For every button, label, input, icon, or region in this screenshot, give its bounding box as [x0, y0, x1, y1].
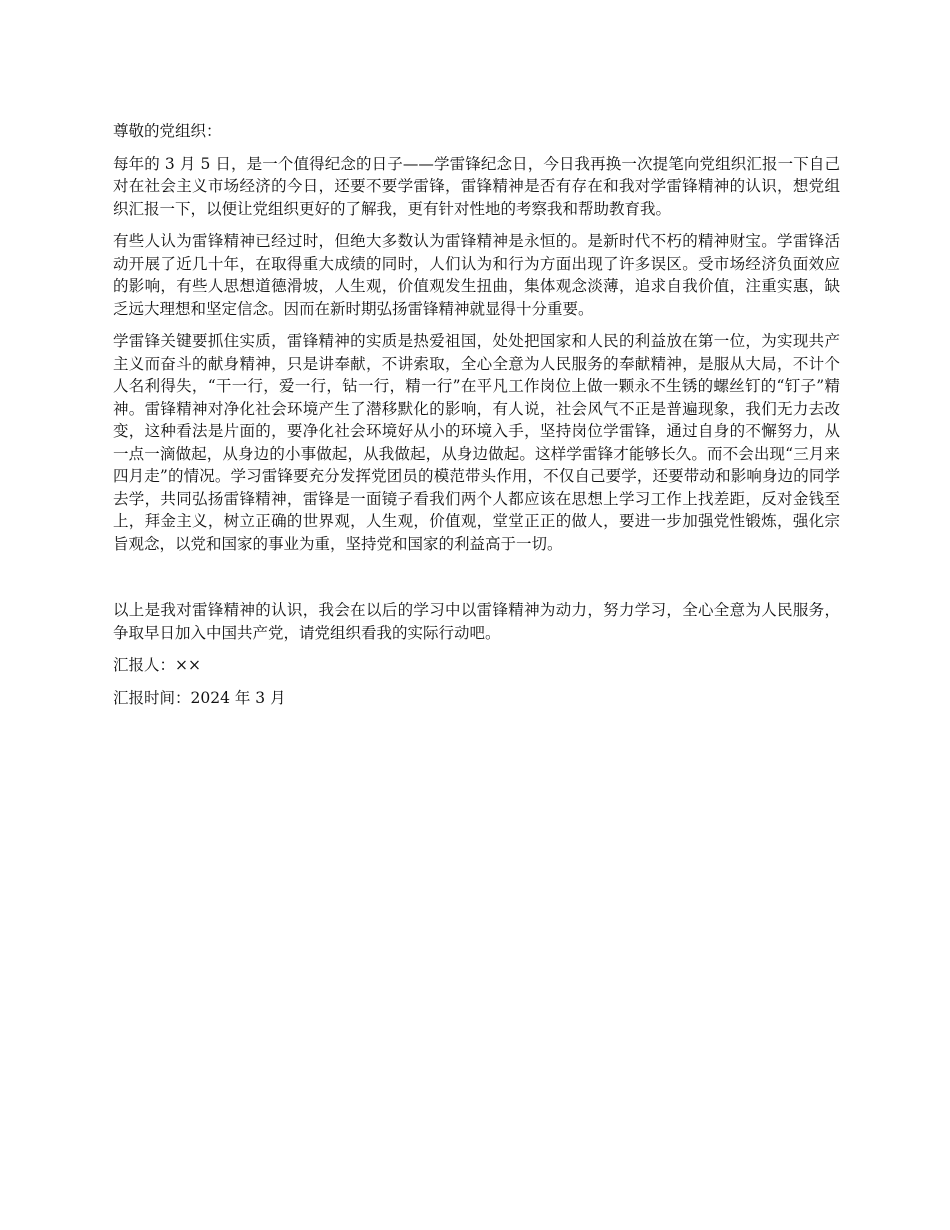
paragraph-closing: 以上是我对雷锋精神的认识，我会在以后的学习中以雷锋精神为动力，努力学习，全心全意为人民服务，争取早日加入中国共产党，请党组织看我的实际行动吧。	[113, 601, 840, 642]
paragraph-views: 有些人认为雷锋精神已经过时，但绝大多数认为雷锋精神是永恒的。是新时代不朽的精神财宝。学雷锋活动开展了近几十年，在取得重大成绩的同时，人们认为和行为方面出现了许多误区。受市场经济负面效应的影响，有些人思想道德滑坡，人生观，价值观发生扭曲，集体观念淡薄，追求自我价值，注重实惠，缺乏远大理想和坚定信念。因而在新时期弘扬雷锋精神就显得十分重要。	[113, 232, 840, 318]
paragraph-essence: 学雷锋关键要抓住实质，雷锋精神的实质是热爱祖国，处处把国家和人民的利益放在第一位，为实现共产主义而奋斗的献身精神，只是讲奉献，不讲索取，全心全意为人民服务的奉献精神，是服从大局，不计个人名利得失，“干一行，爱一行，钻一行，精一行”在平凡工作岗位上做一颗永不生锈的螺丝钉的“钉子”精神。雷锋精神对净化社会环境产生了潜移默化的影响，有人说，社会风气不正是普遍现象，我们无力去改变，这种看法是片面的，要净化社会环境好从小的环境入手，坚持岗位学雷锋，通过自身的不懈努力，从一点一滴做起，从身边的小事做起，从我做起，从身边做起。这样学雷锋才能够长久。而不会出现“三月来四月走”的情况。学习雷锋要充分发挥党团员的模范带头作用，不仅自己要学，还要带动和影响身边的同学去学，共同弘扬雷锋精神，雷锋是一面镜子看我们两个人都应该在思想上学习工作上找差距，反对金钱至上，拜金主义，树立正确的世界观，人生观，价值观，堂堂正正的做人，要进一步加强党性锻炼，强化宗旨观念，以党和国家的事业为重，坚持党和国家的利益高于一切。	[113, 332, 840, 553]
reporter-line: 汇报人：××	[113, 656, 201, 674]
document-body	[113, 120, 840, 719]
paragraph-intro: 每年的 3 月 5 日，是一个值得纪念的日子——学雷锋纪念日，今日我再换一次提笔向党组织汇报一下自己对在社会主义市场经济的今日，还要不要学雷锋，雷锋精神是否有存在和我对学雷锋精神的认识，想党组织汇报一下，以便让党组织更好的了解我，更有针对性地的考察我和帮助教育我。	[113, 154, 840, 218]
blank-line	[113, 565, 840, 599]
salutation: 尊敬的党组织：	[113, 122, 222, 140]
report-time-line: 汇报时间：2024 年 3 月	[113, 688, 286, 707]
